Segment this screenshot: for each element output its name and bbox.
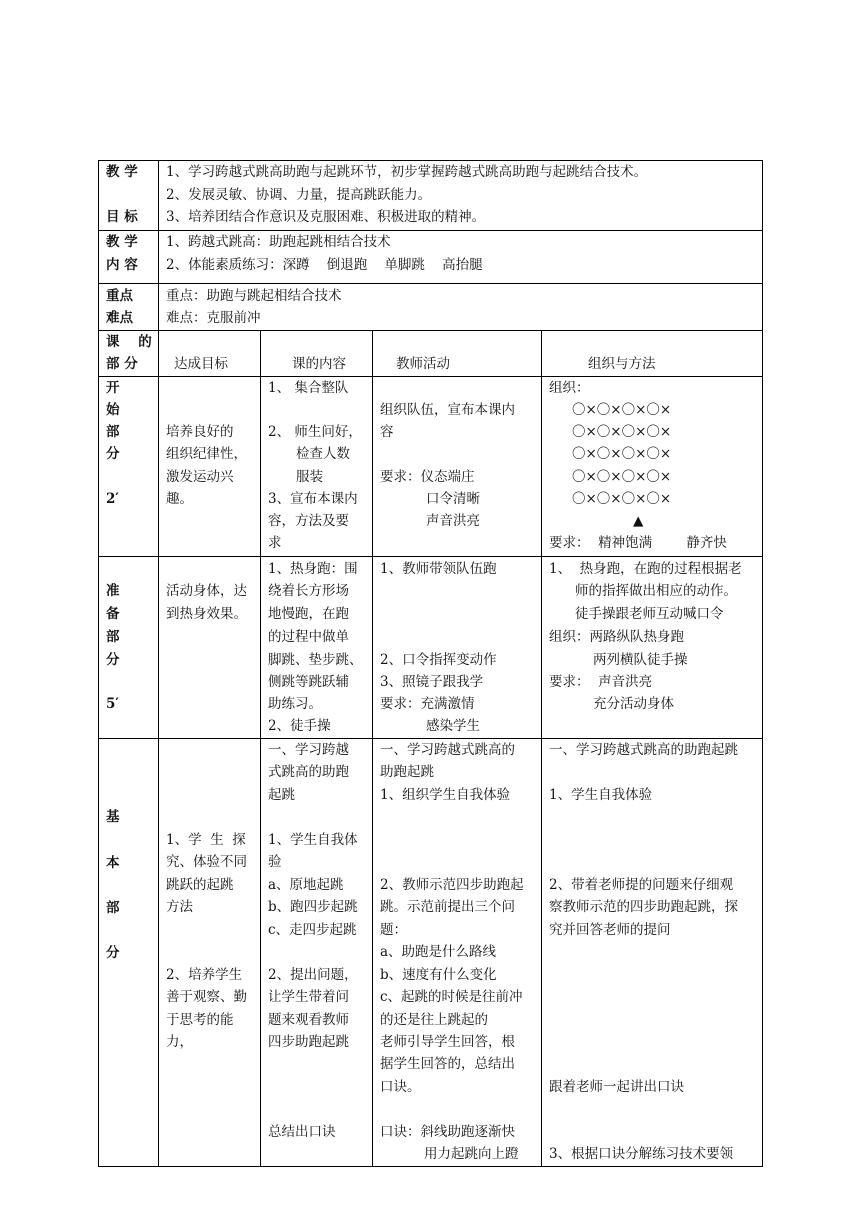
basic-lesson-line: 让学生带着问 [268, 989, 349, 1005]
header-goal: 达成目标 [174, 356, 228, 372]
teacher-position-icon: ▲ [633, 513, 644, 529]
basic-lesson-line: 1、学生自我体 [268, 832, 358, 848]
basic-goal-line: 方法 [166, 899, 193, 915]
basic-lesson-line: 式跳高的助跑 [268, 764, 349, 780]
objectives-label-bottom: 目 标 [106, 209, 138, 225]
prep-lesson-line: 的过程中做单 [268, 629, 349, 645]
basic-lesson-line: 验 [268, 854, 282, 870]
prep-part-char: 分 [106, 652, 120, 668]
basic-part-char: 本 [106, 855, 120, 871]
start-org-label: 组织： [549, 380, 590, 396]
header-org: 组织与方法 [588, 356, 656, 372]
start-lesson-line: 求 [268, 535, 282, 551]
content-label-bottom: 内 容 [106, 257, 138, 273]
start-part-char: 分 [106, 446, 120, 462]
key-label-top: 重点 [106, 288, 133, 304]
content-item: 1、跨越式跳高：助跑起跳相结合技术 [166, 234, 391, 250]
start-lesson-line: 容，方法及要 [268, 513, 349, 529]
header-lesson: 课的内容 [292, 356, 346, 372]
prep-lesson-line: 助练习。 [268, 696, 322, 712]
start-lesson-line: 检查人数 [296, 446, 350, 462]
prep-lesson-line: 脚跳、垫步跳、 [268, 652, 363, 668]
basic-lesson-line: 一、学习跨越 [268, 742, 349, 758]
basic-org-line: 一、学习跨越式跳高的助跑起跳 [549, 742, 738, 758]
basic-part-char: 分 [106, 945, 120, 961]
objectives-label-top: 教 学 [106, 164, 138, 180]
basic-teacher-line: 跳。示范前提出三个问 [380, 899, 515, 915]
basic-lesson-line: 四步助跑起跳 [268, 1034, 349, 1050]
basic-goal-line: 于思考的能 [166, 1012, 234, 1028]
basic-teacher-line: b、速度有什么变化 [380, 967, 497, 983]
start-teacher-line: 组织队伍，宣布本课内 [380, 402, 515, 418]
basic-part-char: 基 [106, 809, 120, 825]
formation-row: 〇×〇×〇×〇× [572, 402, 672, 418]
basic-teacher-line: 口诀：斜线助跑逐渐快 [380, 1124, 515, 1140]
formation-row: 〇×〇×〇×〇× [572, 469, 672, 485]
start-lesson-line: 服装 [296, 469, 323, 485]
basic-org-line: 跟着老师一起讲出口诀 [549, 1079, 684, 1095]
objective-item: 3、培养团结合作意识及克服困难、积极进取的精神。 [166, 209, 486, 225]
basic-org-line: 察教师示范的四步助跑起跳，探 [549, 899, 738, 915]
start-lesson-line: 3、宣布本课内 [268, 491, 358, 507]
start-part-char: 始 [106, 402, 120, 418]
basic-goal-line: 跳跃的起跳 [166, 877, 234, 893]
basic-lesson-line: b、跑四步起跳 [268, 899, 358, 915]
prep-part-char: 准 [106, 583, 120, 599]
start-goal-line: 激发运动兴 [166, 469, 234, 485]
prep-teacher-line: 感染学生 [426, 718, 480, 734]
key-item: 难点：克服前冲 [166, 310, 261, 326]
basic-lesson-line: 题来观看教师 [268, 1012, 349, 1028]
prep-part-char: 部 [106, 629, 120, 645]
key-label-bottom: 难点 [106, 310, 133, 326]
start-goal-line: 趣。 [166, 491, 193, 507]
basic-teacher-line: 老师引导学生回答，根 [380, 1034, 515, 1050]
prep-org-line: 组织：两路纵队热身跑 [549, 629, 684, 645]
basic-lesson-line: a、原地起跳 [268, 877, 344, 893]
basic-goal-line: 善于观察、勤 [166, 989, 247, 1005]
prep-lesson-line: 2、徒手操 [268, 718, 331, 734]
header-teacher: 教师活动 [396, 356, 450, 372]
prep-time: 5′ [106, 696, 119, 712]
key-item: 重点：助跑与跳起相结合技术 [166, 288, 342, 304]
basic-org-line: 1、学生自我体验 [549, 787, 653, 803]
basic-teacher-line: 题： [380, 922, 407, 938]
basic-teacher-line: 据学生回答的，总结出 [380, 1056, 515, 1072]
basic-teacher-line: c、起跳的时候是往前冲 [380, 989, 523, 1005]
prep-org-line: 徒手操跟老师互动喊口令 [575, 606, 724, 622]
basic-teacher-line: 的还是往上跳起的 [380, 1012, 488, 1028]
basic-teacher-line: 用力起跳向上蹬 [424, 1146, 519, 1162]
prep-goal-line: 到热身效果。 [166, 606, 247, 622]
prep-org-line: 1、 热身跑，在跑的过程根据老 [549, 561, 742, 577]
header-part-top: 课 的 [106, 334, 152, 350]
basic-teacher-line: 2、教师示范四步助跑起 [380, 877, 524, 893]
basic-org-line: 究并回答老师的提问 [549, 922, 671, 938]
formation-row: 〇×〇×〇×〇× [572, 491, 672, 507]
basic-teacher-line: 1、组织学生自我体验 [380, 787, 511, 803]
prep-org-line: 充分活动身体 [593, 696, 674, 712]
prep-lesson-line: 绕着长方形场 [268, 583, 349, 599]
prep-org-line: 两列横队徒手操 [593, 652, 688, 668]
start-requirement: 要求： 精神饱满 静齐快 [549, 535, 727, 551]
prep-lesson-line: 地慢跑，在跑 [268, 606, 349, 622]
prep-lesson-line: 1、热身跑：围 [268, 561, 358, 577]
header-part-bottom: 部 分 [106, 356, 138, 372]
start-goal-line: 培养良好的 [166, 424, 234, 440]
basic-goal-line: 力， [166, 1034, 193, 1050]
start-teacher-line: 容 [380, 424, 394, 440]
prep-teacher-line: 2、口令指挥变动作 [380, 652, 497, 668]
basic-goal-line: 1、学 生 探 [166, 832, 246, 848]
basic-lesson-line: 起跳 [268, 787, 295, 803]
objective-item: 2、发展灵敏、协调、力量，提高跳跃能力。 [166, 187, 432, 203]
basic-teacher-line: a、助跑是什么路线 [380, 944, 497, 960]
content-label-top: 教 学 [106, 234, 138, 250]
prep-org-line: 师的指挥做出相应的动作。 [575, 583, 737, 599]
prep-teacher-line: 3、照镜子跟我学 [380, 674, 484, 690]
prep-teacher-line: 1、教师带领队伍跑 [380, 561, 497, 577]
start-lesson-line: 2、 师生问好， [268, 424, 362, 440]
basic-teacher-line: 口诀。 [380, 1079, 421, 1095]
start-teacher-line: 口令清晰 [426, 491, 480, 507]
basic-lesson-line: c、走四步起跳 [268, 922, 357, 938]
basic-goal-line: 2、培养学生 [166, 967, 243, 983]
basic-lesson-line: 2、提出问题， [268, 967, 358, 983]
prep-part-char: 备 [106, 606, 120, 622]
prep-goal-line: 活动身体，达 [166, 583, 247, 599]
basic-org-line: 2、带着老师提的问题来仔细观 [549, 877, 734, 893]
prep-lesson-line: 侧跳等跳跃辅 [268, 674, 349, 690]
start-goal-line: 组织纪律性， [166, 446, 247, 462]
start-teacher-line: 声音洪亮 [426, 513, 480, 529]
basic-part-char: 部 [106, 900, 120, 916]
basic-lesson-line: 总结出口诀 [268, 1124, 336, 1140]
start-part-char: 开 [106, 380, 120, 396]
prep-org-line: 要求： 声音洪亮 [549, 674, 653, 690]
start-teacher-line: 要求：仪态端庄 [380, 469, 475, 485]
basic-goal-line: 究、体验不同 [166, 854, 247, 870]
objective-item: 1、学习跨越式跳高助跑与起跳环节，初步掌握跨越式跳高助跑与起跳结合技术。 [166, 164, 648, 180]
basic-teacher-line: 一、学习跨越式跳高的 [380, 742, 515, 758]
basic-org-line: 3、根据口诀分解练习技术要领 [549, 1146, 734, 1162]
content-item: 2、体能素质练习：深蹲 倒退跑 单脚跳 高抬腿 [166, 257, 483, 273]
formation-row: 〇×〇×〇×〇× [572, 424, 672, 440]
basic-teacher-line: 助跑起跳 [380, 764, 434, 780]
start-part-char: 部 [106, 424, 120, 440]
prep-teacher-line: 要求：充满激情 [380, 696, 475, 712]
formation-row: 〇×〇×〇×〇× [572, 446, 672, 462]
start-time: 2′ [106, 491, 119, 507]
start-lesson-line: 1、 集合整队 [268, 380, 349, 396]
